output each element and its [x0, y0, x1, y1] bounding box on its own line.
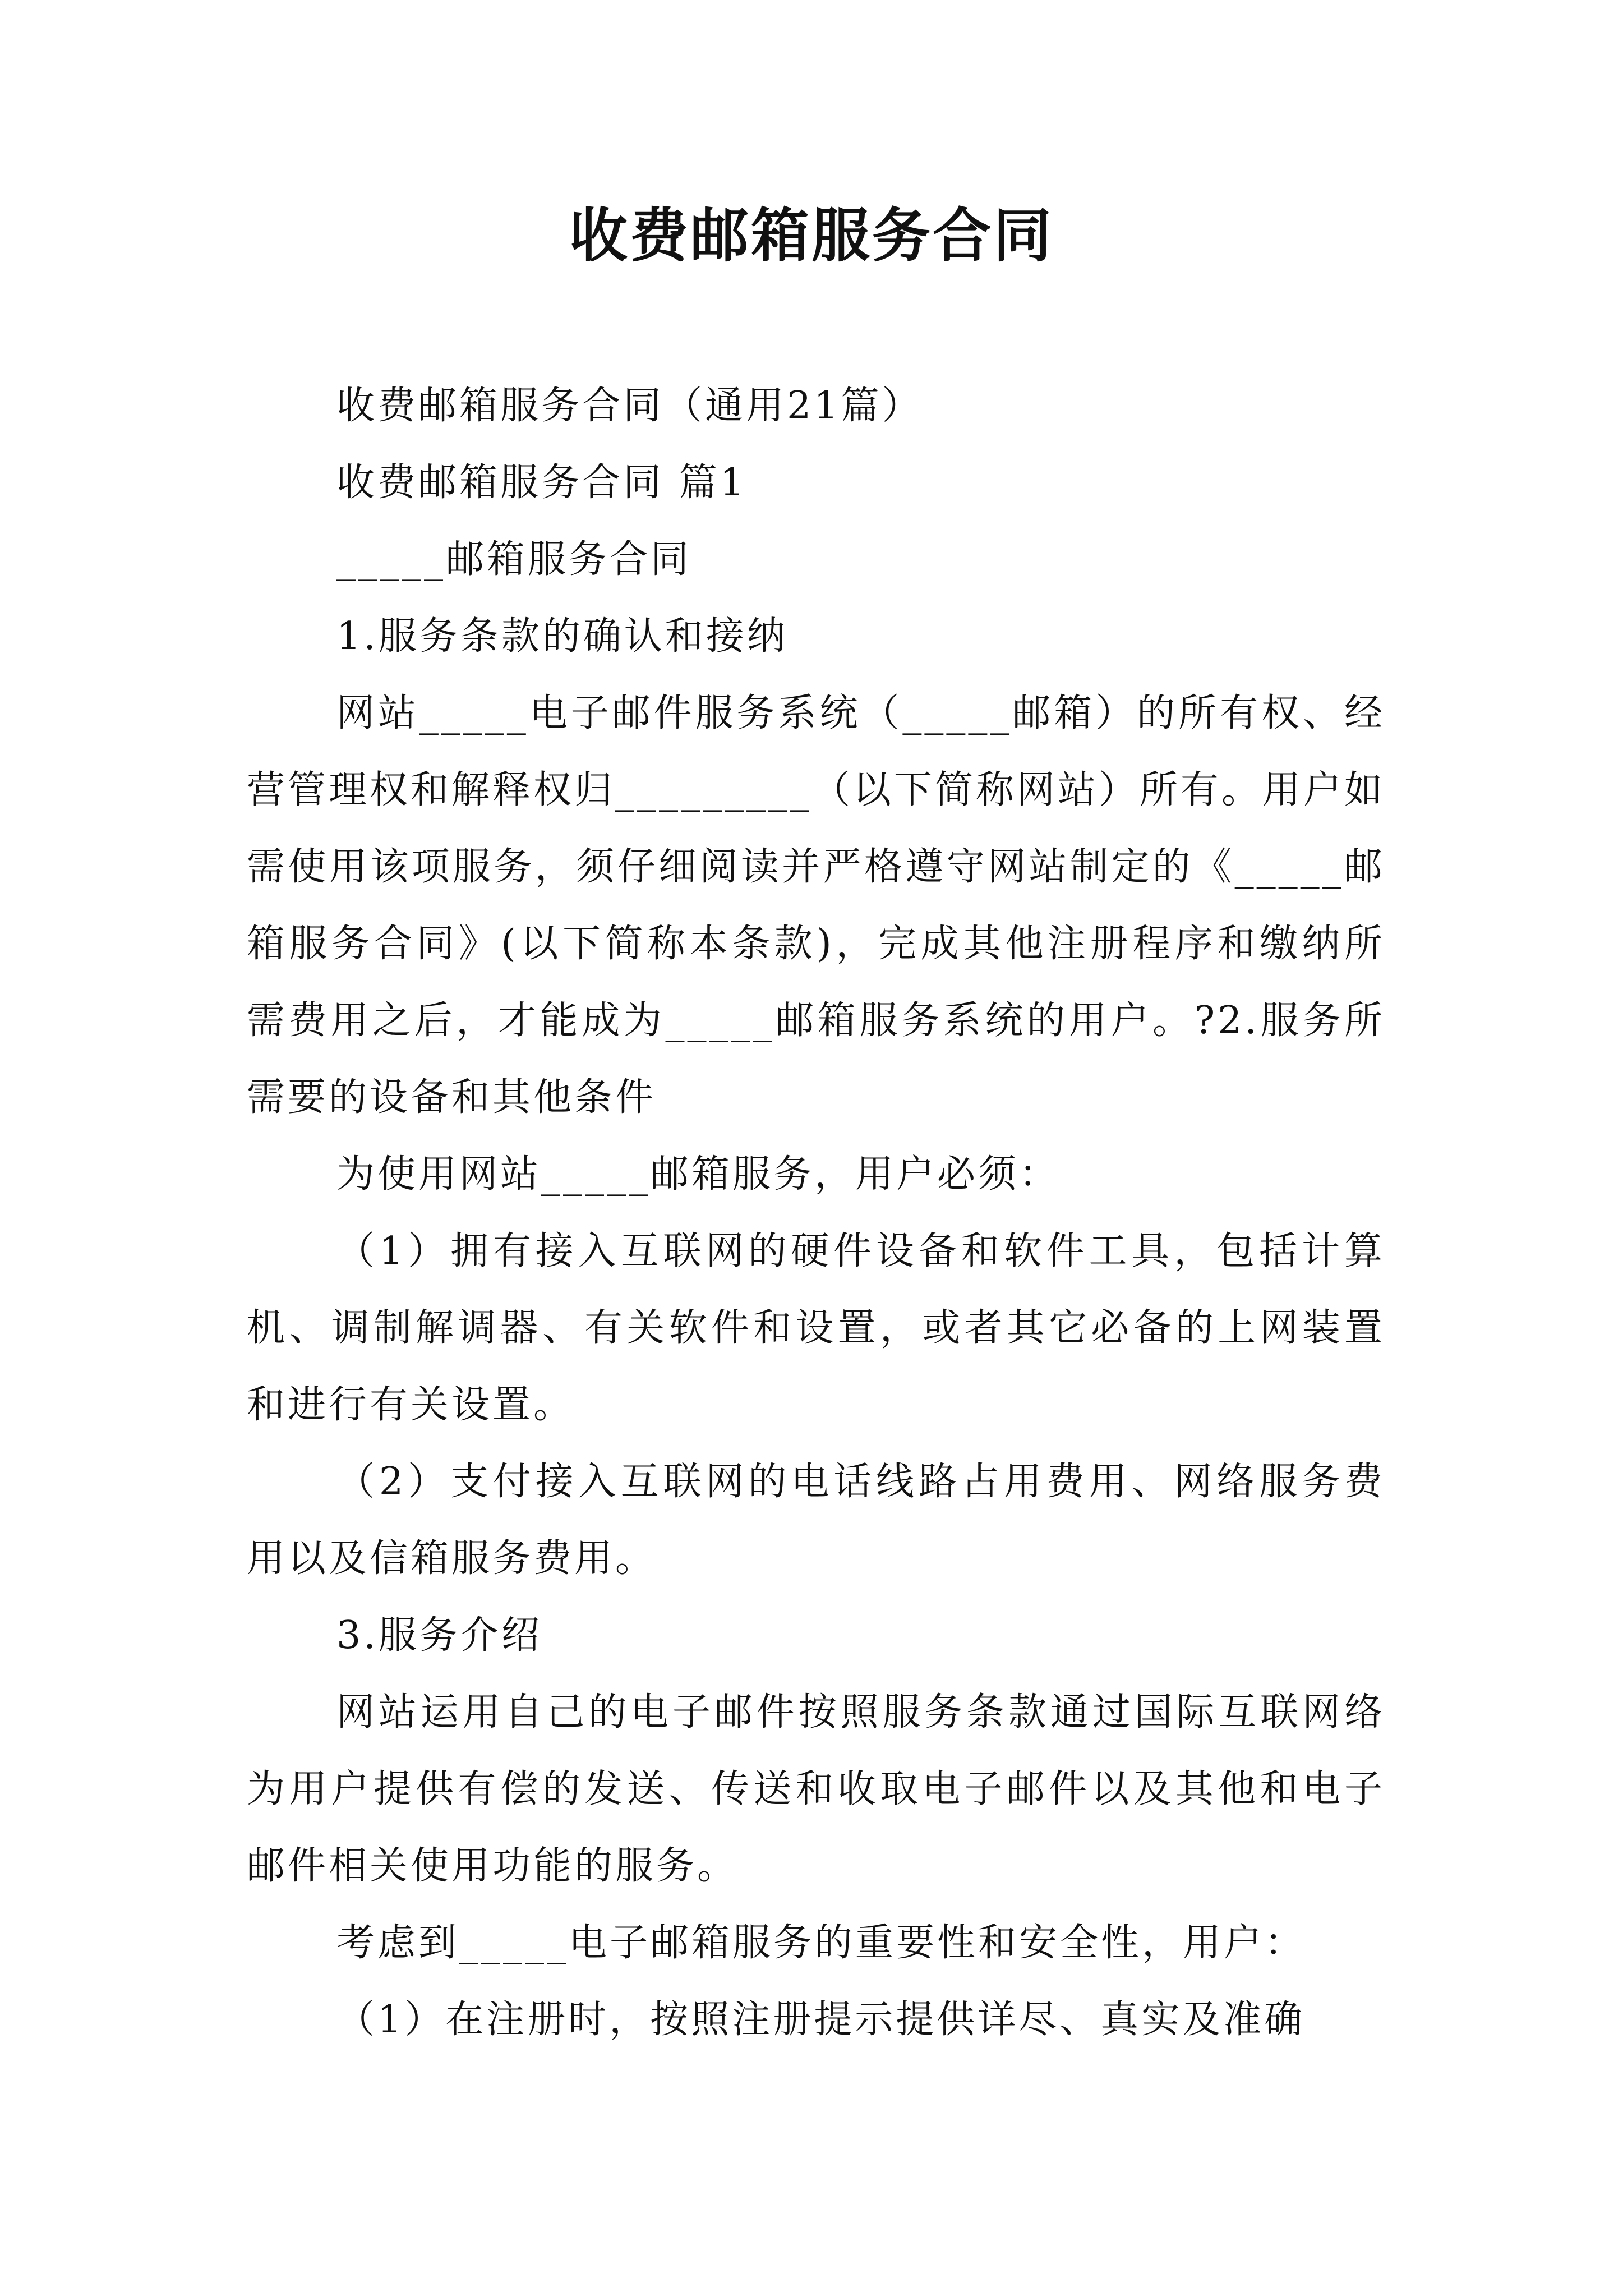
paragraph-user-obligation-1: （1）在注册时，按照注册提示提供详尽、真实及准确	[336, 1998, 1306, 2042]
paragraph-subtitle: 收费邮箱服务合同（通用21篇）	[336, 384, 923, 428]
paragraph-clause-3-heading: 3.服务介绍	[336, 1613, 542, 1658]
paragraph-clause-2-intro: 为使用网站_____邮箱服务，用户必须：	[336, 1152, 1061, 1197]
paragraph-contract-name: _____邮箱服务合同	[336, 537, 692, 582]
paragraph-clause-2-item-1: （1）拥有接入互联网的硬件设备和软件工具，包括计算机、调制解调器、有关软件和设置，或者其它必备的上网装置和进行有关设置。	[247, 1229, 1385, 1427]
paragraph-clause-1-body: 网站_____电子邮件服务系统（_____邮箱）的所有权、经营管理权和解释权归_________（以下简称网站）所有。用户如需使用该项服务，须仔细阅读并严格遵守网站制定的《_____邮箱服务合同》(以下简称本条款)，完成其他注册程序和缴纳所需费用之后，才能成为_____邮箱服务系统的用户。?2.服务所需要的设备和其他条件	[247, 691, 1386, 1120]
paragraph-clause-2-item-2: （2）支付接入互联网的电话线路占用费用、网络服务费用以及信箱服务费用。	[247, 1460, 1385, 1581]
paragraph-clause-3-body: 网站运用自己的电子邮件按照服务条款通过国际互联网络为用户提供有偿的发送、传送和收取电子邮件以及其他和电子邮件相关使用功能的服务。	[247, 1690, 1385, 1888]
paragraph-user-obligations-intro: 考虑到_____电子邮箱服务的重要性和安全性，用户：	[336, 1921, 1306, 1965]
document-body	[247, 367, 1385, 2058]
paragraph-clause-1-heading: 1.服务条款的确认和接纳	[336, 614, 788, 659]
paragraph-section-heading: 收费邮箱服务合同 篇1	[336, 461, 747, 505]
document-title: 收费邮箱服务合同	[569, 201, 1054, 270]
